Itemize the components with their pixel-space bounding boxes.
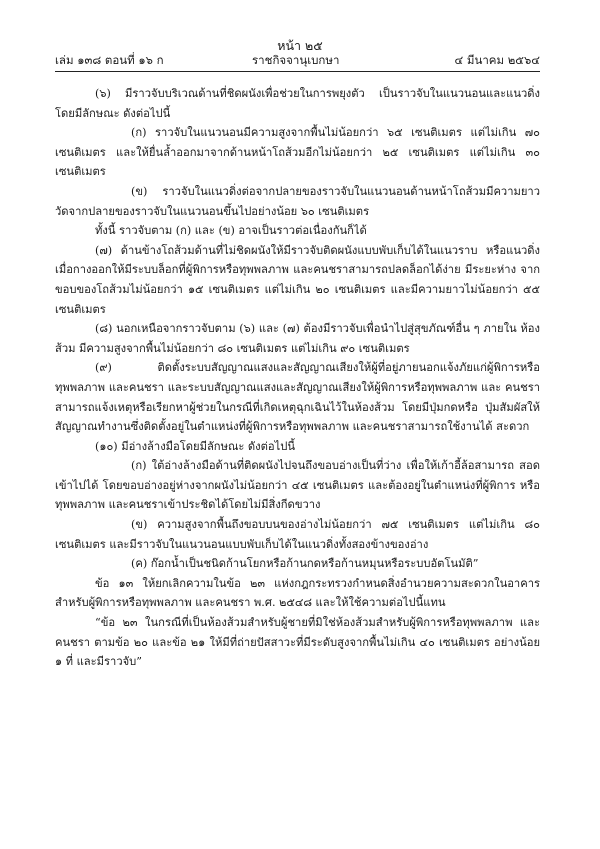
document-body xyxy=(55,84,540,672)
clause-13: ข้อ ๑๓ ให้ยกเลิกความในข้อ ๒๓ แห่งกฎกระทรวงกำหนดสิ่งอำนวยความสะดวกในอาคาร สำหรับผู้พิการหรือทุพพลภาพ และคนชรา พ.ศ. ๒๕๔๘ และให้ใช้ความต่อไปนี้แทน xyxy=(55,576,540,610)
clause-23-text: “ข้อ ๒๓ ในกรณีที่เป็นห้องส้วมสำหรับผู้ชายที่มิใช่ห้องส้วมสำหรับผู้พิการหรือทุพพลภาพ และคนชรา ตามข้อ ๒๐ และข้อ ๒๑ ให้มีที่ถ่ายปัสสาวะที่มีระดับสูงจากพื้นไม่เกิน ๔๐ เซนติเมตร อย่างน้อย ๑ ที่ และมีราวจับ” xyxy=(55,616,540,669)
paragraph-8: (๘) นอกเหนือจากราวจับตาม (๖) และ (๗) ต้องมีราวจับเพื่อนำไปสู่สุขภัณฑ์อื่น ๆ ภายใน ห้องส้วม มีความสูงจากพื้นไม่น้อยกว่า ๘๐ เซนติเมตร แต่ไม่เกิน ๙๐ เซนติเมตร xyxy=(55,322,540,355)
paragraph-6: (๖) มีราวจับบริเวณด้านที่ชิดผนังเพื่อช่วยในการพยุงตัว เป็นราวจับในแนวนอนและแนวดิ่ง โดยมีลักษณะ ดังต่อไปนี้ xyxy=(55,87,540,120)
paragraph-10: (๑๐) มีอ่างล้างมือโดยมีลักษณะ ดังต่อไปนี้ xyxy=(95,439,295,453)
paragraph-10a: (ก) ใต้อ่างล้างมือด้านที่ติดผนังไปจนถึงขอบอ่างเป็นที่ว่าง เพื่อให้เก้าอี้ล้อสามารถ สอดเข้าไปได้ โดยขอบอ่างอยู่ห่างจากผนังไม่น้อยกว่า ๔๕ เซนติเมตร และต้องอยู่ในตำแหน่งที่ผู้พิการ หรือทุพพลภาพ และคนชราเข้าประชิดได้โดยไม่มีสิ่งกีดขวาง xyxy=(55,459,540,512)
page-number: หน้า ๒๕ xyxy=(277,38,323,53)
header-rule xyxy=(55,71,540,72)
paragraph-6-note: ทั้งนี้ ราวจับตาม (ก) และ (ข) อาจเป็นราวต่อเนื่องกันก็ได้ xyxy=(95,224,367,238)
volume-issue: เล่ม ๑๓๘ ตอนที่ ๑๖ ก xyxy=(55,53,164,67)
publication-date: ๔ มีนาคม ๒๕๖๔ xyxy=(454,53,540,67)
paragraph-10c: (ค) ก๊อกน้ำเป็นชนิดก้านโยกหรือก้านกดหรือก้านหมุนหรือระบบอัตโนมัติ” xyxy=(131,557,479,571)
paragraph-6b: (ข) ราวจับในแนวดิ่งต่อจากปลายของราวจับในแนวนอนด้านหน้าโถส้วมมีความยาว วัดจากปลายของราวจับในแนวนอนขึ้นไปอย่างน้อย ๖๐ เซนติเมตร xyxy=(55,184,540,218)
paragraph-9: (๙) ติดตั้งระบบสัญญาณแสงและสัญญาณเสียงให้ผู้ที่อยู่ภายนอกแจ้งภัยแก่ผู้พิการหรือ ทุพพลภาพ และคนชรา และระบบสัญญาณแสงและสัญญาณเสียงให้ผู้พิการหรือทุพพลภาพ และ คนชราสามารถแจ้งเหตุหรือเรียกหาผู้ช่วยในกรณีที่เกิดเหตุฉุกเฉินไว้ในห้องส้วม โดยมีปุ่มกดหรือ ปุ่มสัมผัสให้สัญญาณทำงานซึ่งติดตั้งอยู่ในตำแหน่งที่ผู้พิการหรือทุพพลภาพ และคนชราสามารถใช้งานได้ สะดวก xyxy=(55,361,540,434)
page-header xyxy=(55,52,540,68)
paragraph-6a: (ก) ราวจับในแนวนอนมีความสูงจากพื้นไม่น้อยกว่า ๖๕ เซนติเมตร แต่ไม่เกิน ๗๐ เซนติเมตร และให้ยื่นล้ำออกมาจากด้านหน้าโถส้วมอีกไม่น้อยกว่า ๒๕ เซนติเมตร แต่ไม่เกิน ๓๐ เซนติเมตร xyxy=(55,126,540,179)
gazette-title: ราชกิจจานุเบกษา xyxy=(252,53,340,67)
paragraph-10b: (ข) ความสูงจากพื้นถึงขอบบนของอ่างไม่น้อยกว่า ๗๕ เซนติเมตร แต่ไม่เกิน ๘๐ เซนติเมตร และมีราวจับในแนวนอนแบบพับเก็บได้ในแนวดิ่งทั้งสองข้างของอ่าง xyxy=(55,518,540,551)
paragraph-7: (๗) ด้านข้างโถส้วมด้านที่ไม่ชิดผนังให้มีราวจับติดผนังแบบพับเก็บได้ในแนวราบ หรือแนวดิ่ง เมื่อกางออกให้มีระบบล็อกที่ผู้พิการหรือทุพพลภาพ และคนชราสามารถปลดล็อกได้ง่าย มีระยะห่าง จากขอบของโถส้วมไม่น้อยกว่า ๑๕ เซนติเมตร แต่ไม่เกิน ๒๐ เซนติเมตร และมีความยาวไม่น้อยกว่า ๕๕ เซนติเมตร xyxy=(55,243,540,316)
